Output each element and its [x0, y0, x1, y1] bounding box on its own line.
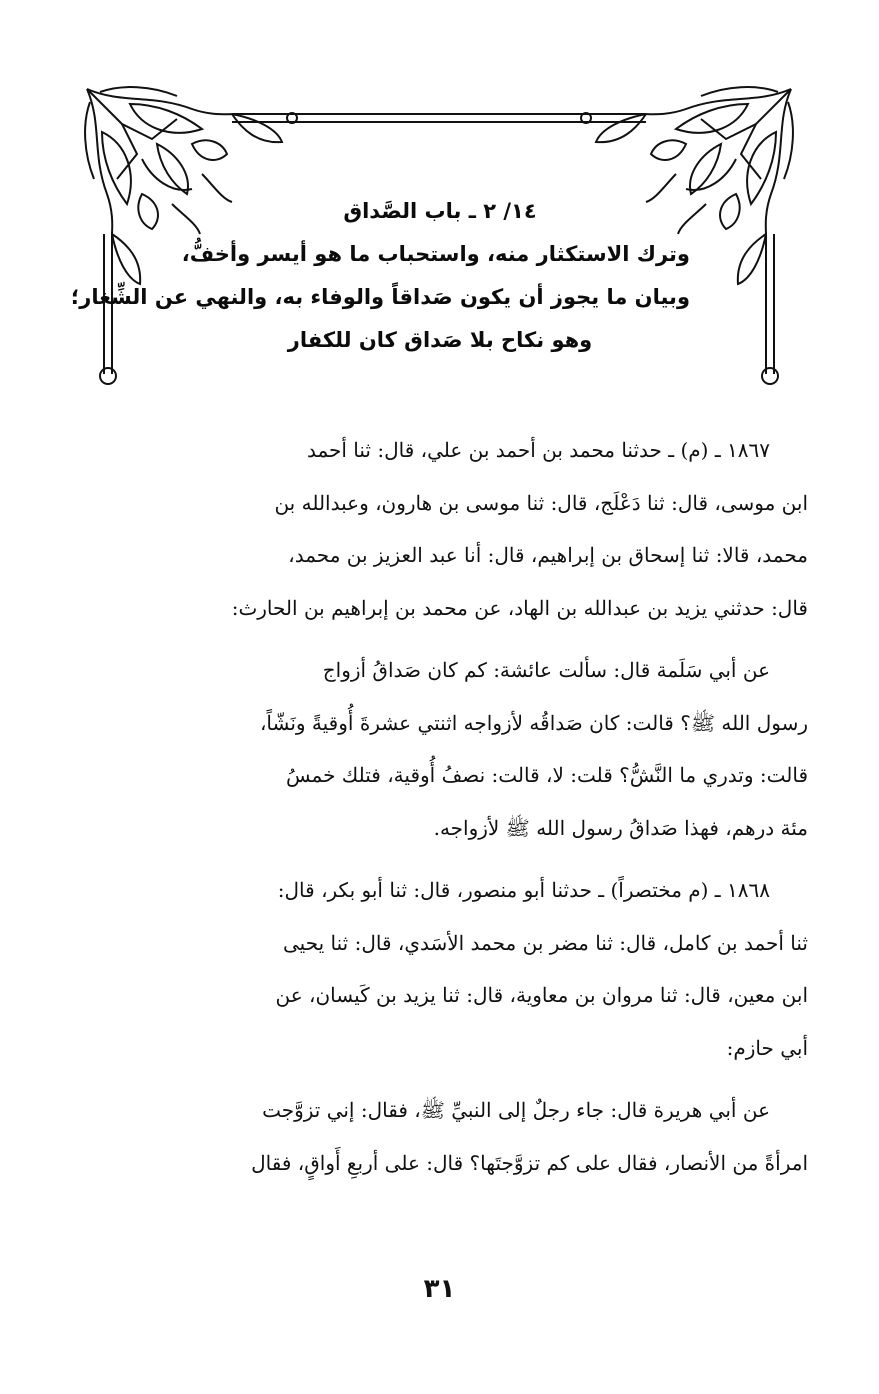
- text-line: ١٨٦٨ ـ (م مختصراً) ـ حدثنا أبو منصور، قال: ثنا أبو بكر، قال:: [277, 878, 770, 902]
- chapter-subtitle-line-2: وبيان ما يجوز أن يكون صَداقاً والوفاء به، والنهي عن الشِّغار؛: [70, 285, 690, 309]
- text-line: أبي حازم:: [726, 1035, 808, 1060]
- hadith-1867-isnad: [96, 424, 808, 634]
- chapter-title: ١٤/ ٢ ـ باب الصَّداق: [343, 199, 537, 223]
- text-line: ١٨٦٧ ـ (م) ـ حدثنا محمد بن أحمد بن علي، قال: ثنا أحمد: [306, 438, 770, 462]
- text-line: قال: حدثني يزيد بن عبدالله بن الهاد، عن محمد بن إبراهيم بن الحارث:: [231, 595, 808, 620]
- body-text: [96, 424, 808, 1189]
- text-line: قالت: وتدري ما النَّشُّ؟ قلت: لا، قالت: نصفُ أُوقية، فتلك خمسُ: [286, 763, 808, 787]
- hadith-1868-matn: [96, 1084, 808, 1189]
- text-line: ابن موسى، قال: ثنا دَعْلَج، قال: ثنا موسى بن هارون، وعبدالله بن: [274, 490, 808, 515]
- text-line: امرأةً من الأنصار، فقال على كم تزوَّجتَها؟ قال: على أربعِ أَواقٍ، فقال: [251, 1150, 808, 1175]
- chapter-heading: [70, 190, 690, 362]
- text-line: ثنا أحمد بن كامل، قال: ثنا مضر بن محمد الأسَدي، قال: ثنا يحيى: [283, 930, 808, 955]
- text-line: عن أبي سَلَمة قال: سألت عائشة: كم كان صَداقُ أزواج: [322, 658, 770, 682]
- text-line: عن أبي هريرة قال: جاء رجلٌ إلى النبيِّ ﷺ، فقال: إني تزوَّجت: [262, 1098, 770, 1122]
- text-line: رسول الله ﷺ؟ قالت: كان صَداقُه لأزواجه اثنتي عشرةَ أُوقيةً ونَشّاً،: [259, 710, 808, 735]
- hadith-1868-isnad: [96, 864, 808, 1074]
- chapter-subtitle-line-1: وترك الاستكثار منه، واستحباب ما هو أيسر وأخفُّ،: [181, 242, 690, 266]
- chapter-subtitle-line-3: وهو نكاح بلا صَداق كان للكفار: [287, 328, 593, 352]
- text-line: مئة درهم، فهذا صَداقُ رسول الله ﷺ لأزواجه.: [433, 815, 808, 840]
- text-line: ابن معين، قال: ثنا مروان بن معاوية، قال: ثنا يزيد بن كَيسان، عن: [275, 983, 808, 1007]
- hadith-1867-matn: [96, 644, 808, 854]
- page-number: ٣١: [423, 1274, 456, 1304]
- text-line: محمد، قالا: ثنا إسحاق بن إبراهيم، قال: أنا عبد العزيز بن محمد،: [288, 543, 808, 567]
